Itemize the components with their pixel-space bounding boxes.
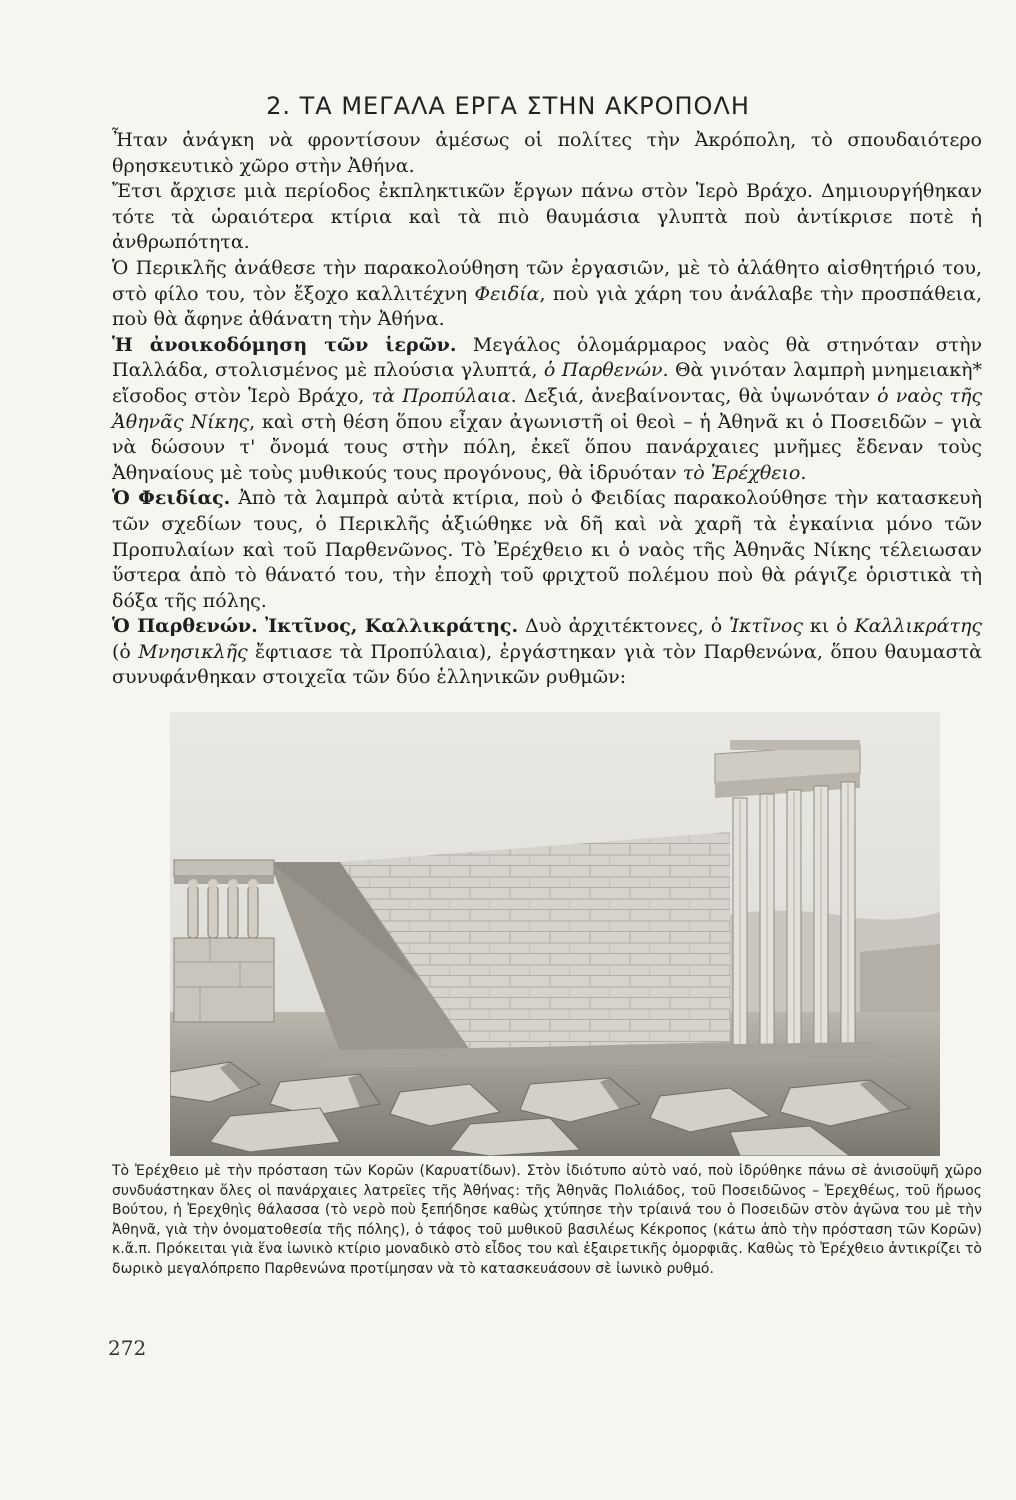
erechtheion-illustration bbox=[170, 712, 940, 1156]
section-heading-reconstruction: Ἡ ἀνοικοδόμηση τῶν ἱερῶν. bbox=[112, 333, 457, 356]
mnesikles-name: Μνησικλῆς bbox=[138, 640, 248, 663]
section-heading-parthenon: Ὁ Παρθενών. Ἰκτῖνος, Καλλικράτης. bbox=[112, 615, 519, 638]
paragraph-4-text-e: . bbox=[800, 461, 807, 484]
propylaia-term: τὰ Προπύλαια bbox=[371, 384, 511, 407]
paragraph-6-text-d: ἔφτιασε τὰ Προπύλαια), ἐργάστηκαν γιὰ τὸν Παρθενώνα, ὅπου θαυμαστὰ συνυφάνθηκαν στοιχεῖα τῶν δύο ἑλληνικῶν ρυθμῶν: bbox=[112, 640, 982, 689]
parthenon-term: ὁ Παρθενών bbox=[543, 359, 663, 382]
athena-nike-term: ὁ ναὸς τῆς Ἀθηνᾶς Νίκης bbox=[112, 384, 983, 433]
paragraph-4-text-a: Μεγάλος ὁλομάρμαρος ναὸς θὰ στηνόταν στὴν Παλλάδα, στολισμένος μὲ πλούσια γλυπτά, bbox=[112, 333, 982, 382]
body-text bbox=[112, 128, 982, 691]
paragraph-5 bbox=[112, 486, 982, 614]
paragraph-6 bbox=[112, 614, 982, 691]
paragraph-3-text-b: , ποὺ γιὰ χάρη του ἀνάλαβε τὴν προσπάθεια, ποὺ θὰ ἄφηνε ἀθάνατη τὴν Ἀθήνα. bbox=[112, 282, 982, 331]
kallikrates-name: Καλλικράτης bbox=[854, 615, 982, 638]
paragraph-6-text-c: (ὁ bbox=[112, 640, 139, 663]
paragraph-5-text: Ἀπὸ τὰ λαμπρὰ αὐτὰ κτίρια, ποὺ ὁ Φειδίας παρακολούθησε τὴν κατασκευὴ τῶν σχεδίων τους, ὁ Περικλῆς ἀξιώθηκε νὰ δῆ καὶ νὰ χαρῆ τὰ ἐγκαίνια μόνο τῶν Προπυλαίων καὶ τοῦ Παρθενῶνος. Τὸ Ἐρέχθειο κι ὁ ναὸς τῆς Ἀθηνᾶς Νίκης τέλειωσαν ὕστερα ἀπὸ τὸ θάνατό του, τὴν ἐποχὴ τοῦ φριχτοῦ πολέμου ποὺ θὰ ράγιζε ὁριστικὰ τὴ δόξα τῆς πόλης. bbox=[112, 487, 982, 612]
paragraph-3-text-a: Ὁ Περικλῆς ἀνάθεσε τὴν παρακολούθηση τῶν ἐργασιῶν, μὲ τὸ ἀλάθητο αἰσθητήριό του, στὸ φίλο του, τὸν ἔξοχο καλλιτέχνη bbox=[112, 256, 982, 305]
page-number: 272 bbox=[108, 1336, 147, 1360]
paragraph-4-text-b: . Θὰ γινόταν λαμπρὴ μνημειακὴ* εἴσοδος στὸν Ἱερὸ Βράχο, bbox=[112, 359, 983, 407]
paragraph-2: Ἔτσι ἄρχισε μιὰ περίοδος ἐκπληκτικῶν ἔργων πάνω στὸν Ἱερὸ Βράχο. Δημιουργήθηκαν τότε τὰ ὡραιότερα κτίρια καὶ τὰ πιὸ θαυμάσια γλυπτὰ ποὺ ἀντίκρισε ποτὲ ἡ ἀνθρωπότητα. bbox=[112, 180, 982, 254]
paragraph-6-text-a: Δυὸ ἀρχιτέκτονες, ὁ bbox=[518, 615, 730, 638]
erechtheion-photo bbox=[170, 712, 940, 1156]
paragraph-4-text-d: , καὶ στὴ θέση ὅπου εἶχαν ἀγωνιστῆ οἱ θεοὶ – ἡ Ἀθηνᾶ κι ὁ Ποσειδῶν – γιὰ νὰ δώσουν τ' ὄνομά τους στὴν πόλη, ἐκεῖ ὅπου πανάρχαιες μνῆμες ἔδεναν τοὺς Ἀθηναίους μὲ τοὺς μυθικούς τους προγόνους, θὰ ἱδρυόταν bbox=[112, 410, 982, 484]
paragraph-3 bbox=[112, 256, 982, 333]
paragraph-6-text-b: κι ὁ bbox=[803, 615, 855, 638]
paragraph-4-text-c: . Δεξιά, ἀνεβαίνοντας, θὰ ὑψωνόταν bbox=[510, 384, 878, 407]
erechtheion-term: τὸ Ἐρέχθειο bbox=[682, 461, 801, 484]
chapter-title: 2. ΤΑ ΜΕΓΑΛΑ ΕΡΓΑ ΣΤΗΝ ΑΚΡΟΠΟΛΗ bbox=[266, 92, 750, 120]
section-heading-pheidias: Ὁ Φειδίας. bbox=[112, 487, 231, 510]
paragraph-4 bbox=[112, 333, 982, 487]
paragraph-1: Ἦταν ἀνάγκη νὰ φροντίσουν ἀμέσως οἱ πολίτες τὴν Ἀκρόπολη, τὸ σπουδαιότερο θρησκευτικὸ χῶρο στὴν Ἀθήνα. bbox=[112, 129, 982, 177]
figure-caption: Τὸ Ἐρέχθειο μὲ τὴν πρόσταση τῶν Κορῶν (Καρυατίδων). Στὸν ἰδιότυπο αὐτὸ ναό, ποὺ ἱδρύθηκε πάνω σὲ ἀνισοϋψῆ χῶρο συνδυάστηκαν ὅλες οἱ πανάρχαιες λατρεῖες τῆς Ἀθήνας: τῆς Ἀθηνᾶς Πολιάδος, τοῦ Ποσειδῶνος – Ἐρεχθέως, τοῦ ἥρωος Βούτου, ἡ Ἐρεχθηὶς θάλασσα (τὸ νερὸ ποὺ ξεπήδησε καθὼς χτύπησε τὴν τρίαινά του ὁ Ποσειδῶν στὸν ἀγῶνα του μὲ τὴν Ἀθηνᾶ, γιὰ τὴν ὀνοματοθεσία τῆς πόλης), ὁ τάφος τοῦ μυθικοῦ βασιλέως Κέκροπος (κάτω ἀπὸ τὴν πρόσταση τῶν Κορῶν) κ.ἄ.π. Πρόκειται γιὰ ἕνα ἰωνικὸ κτίριο μοναδικὸ στὸ εἶδος του καὶ ἐξαιρετικῆς ὀμορφιᾶς. Καθὼς τὸ Ἐρέχθειο ἀντικρίζει τὸ δωρικὸ μεγαλόπρεπο Παρθενώνα προτίμησαν νὰ τὸ κατασκευάσουν σὲ ἰωνικὸ ρυθμό. bbox=[112, 1163, 982, 1277]
iktinos-name: Ἰκτῖνος bbox=[729, 615, 803, 638]
pheidias-name: Φειδία bbox=[474, 282, 540, 305]
